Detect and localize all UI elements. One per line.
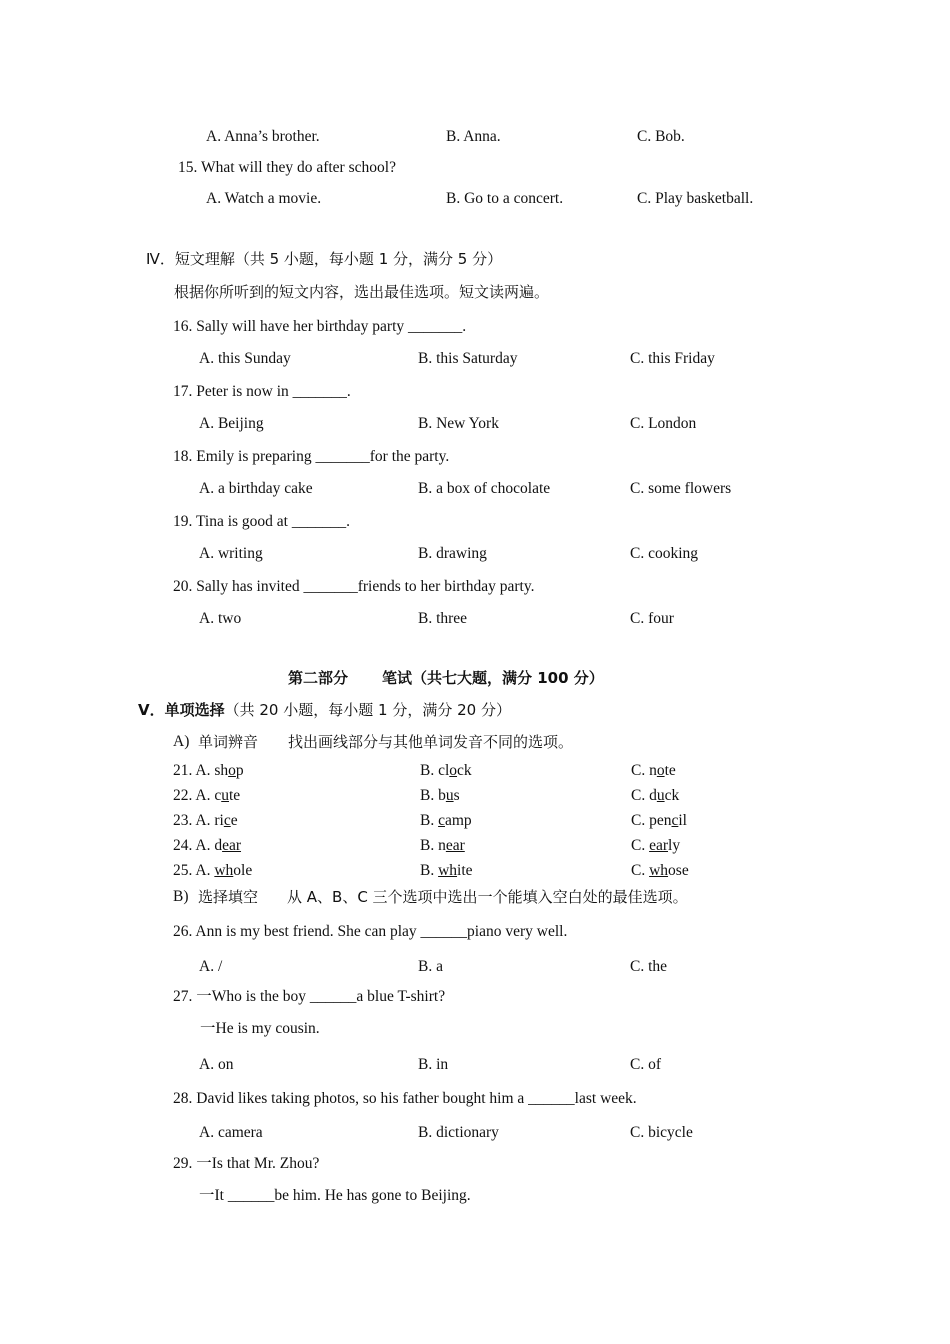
q17-stem: 17. Peter is now in _______. <box>173 383 351 400</box>
q22-option-b: B. bus <box>420 787 460 804</box>
q27-option-c: C. of <box>630 1056 661 1073</box>
q28-option-c: C. bicycle <box>630 1124 693 1141</box>
q15-stem: 15. What will they do after school? <box>178 159 396 176</box>
q21-option-b: B. clock <box>420 762 472 779</box>
q26-option-b: B. a <box>418 958 443 975</box>
q29-stem: 29. 一Is that Mr. Zhou? <box>173 1155 320 1172</box>
q18-option-c: C. some flowers <box>630 480 732 497</box>
q18-option-b: B. a box of chocolate <box>418 480 551 497</box>
q27-reply: 一He is my cousin. <box>200 1020 320 1037</box>
q27-option-a: A. on <box>199 1056 234 1073</box>
q25-option-c: C. whose <box>631 862 689 879</box>
q20-option-a: A. two <box>199 610 242 627</box>
q19-option-c: C. cooking <box>630 545 699 562</box>
q19-stem: 19. Tina is good at _______. <box>173 513 350 530</box>
q18-stem: 18. Emily is preparing _______for the party. <box>173 448 450 465</box>
q14-option-c: C. Bob. <box>637 128 685 145</box>
q25-option-b: B. white <box>420 862 473 879</box>
q15-option-a: A. Watch a movie. <box>206 190 322 207</box>
section5-title-main: V．单项选择 <box>138 701 225 719</box>
q21-a-underlined: o <box>228 762 236 779</box>
q23-row: 23. A. rice <box>173 812 238 829</box>
q15-option-c: C. Play basketball. <box>637 190 754 207</box>
q28-option-b: B. dictionary <box>418 1124 499 1141</box>
part-b-label: B) <box>173 888 189 905</box>
q22-option-c: C. duck <box>631 787 680 804</box>
q22-row: 22. A. cute <box>173 787 241 804</box>
q19-option-a: A. writing <box>199 545 263 562</box>
q26-stem: 26. Ann is my best friend. She can play ______piano very well. <box>173 923 568 940</box>
q26-option-c: C. the <box>630 958 668 975</box>
q17-option-b: B. New York <box>418 415 499 432</box>
q24-row: 24. A. dear <box>173 837 242 854</box>
q17-option-a: A. Beijing <box>199 415 264 432</box>
section5-title <box>138 700 511 721</box>
section4-title: Ⅳ．短文理解（共 5 小题，每小题 1 分，满分 5 分） <box>146 250 503 268</box>
q23-option-b: B. camp <box>420 812 472 829</box>
q27-option-b: B. in <box>418 1056 449 1073</box>
q24-option-c: C. early <box>631 837 681 854</box>
q28-option-a: A. camera <box>199 1124 263 1141</box>
q16-option-b: B. this Saturday <box>418 350 518 367</box>
q21-a-post: p <box>235 762 244 779</box>
q21-row <box>173 761 244 781</box>
part-a-label: A) <box>173 733 190 750</box>
q25-row: 25. A. whole <box>173 862 253 879</box>
q21-num: 21. A. <box>173 762 215 779</box>
q14-option-b: B. Anna. <box>446 128 501 145</box>
q26-option-a: A. / <box>199 958 223 975</box>
part2-title-left: 第二部分 <box>288 669 349 687</box>
q28-stem: 28. David likes taking photos, so his father bought him a ______last week. <box>173 1090 637 1107</box>
q16-option-a: A. this Sunday <box>199 350 291 367</box>
q17-option-c: C. London <box>630 415 697 432</box>
q20-option-c: C. four <box>630 610 674 627</box>
q21-a-pre: sh <box>214 762 229 779</box>
q19-option-b: B. drawing <box>418 545 487 562</box>
section5-title-note: （共 20 小题，每小题 1 分，满分 20 分） <box>224 701 511 719</box>
part-b-name: 选择填空 <box>198 888 259 906</box>
q15-option-b: B. Go to a concert. <box>446 190 564 207</box>
q24-option-b: B. near <box>420 837 465 854</box>
q16-stem: 16. Sally will have her birthday party _______. <box>173 318 467 335</box>
part-b-instruction: 从 A、B、C 三个选项中选出一个能填入空白处的最佳选项。 <box>287 888 688 906</box>
section4-instruction: 根据你所听到的短文内容，选出最佳选项。短文读两遍。 <box>174 283 550 301</box>
q27-stem: 27. 一Who is the boy ______a blue T-shirt? <box>173 988 446 1005</box>
q20-option-b: B. three <box>418 610 468 627</box>
q29-reply: 一It ______be him. He has gone to Beijing. <box>199 1187 471 1204</box>
part-a-instruction: 找出画线部分与其他单词发音不同的选项。 <box>288 733 574 751</box>
q23-option-c: C. pencil <box>631 812 687 829</box>
part2-title-right: 笔试（共七大题，满分 100 分） <box>382 669 604 687</box>
q14-option-a: A. Anna’s brother. <box>206 128 320 145</box>
q18-option-a: A. a birthday cake <box>199 480 313 497</box>
q16-option-c: C. this Friday <box>630 350 715 367</box>
q20-stem: 20. Sally has invited _______friends to her birthday party. <box>173 578 535 595</box>
q21-option-c: C. note <box>631 762 676 779</box>
part-a-name: 单词辨音 <box>198 733 259 751</box>
